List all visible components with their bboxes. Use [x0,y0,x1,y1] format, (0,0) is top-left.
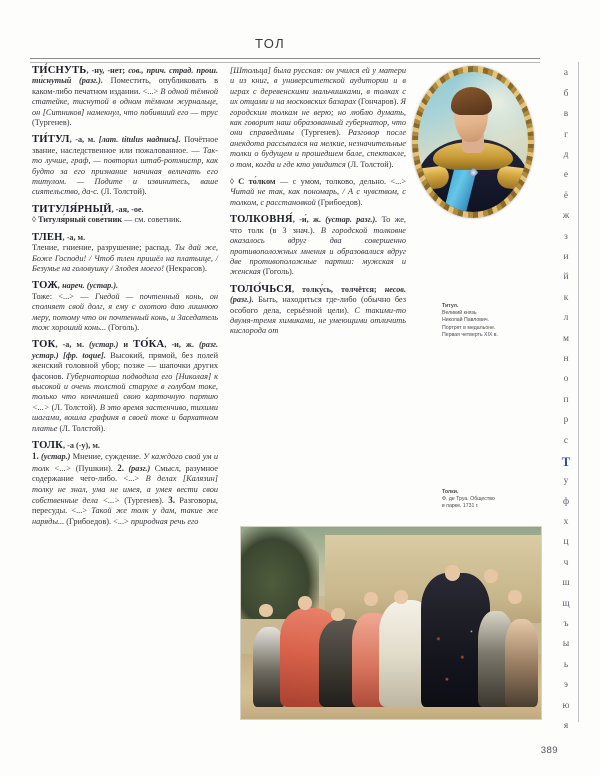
index-letter-к[interactable]: к [563,292,569,303]
painting-head [259,604,273,617]
portrait-caption [442,303,538,339]
caption-headword: Толки. [442,489,459,495]
headword: ТИ́ТУЛ [32,134,70,146]
grammar-note: , -а (-у), м. [63,441,100,450]
grammar-note: , -а, м. [62,232,86,242]
portrait-image [418,72,528,212]
citation: [Штольца] была русская: он учился ей у матери и из книг, в университетской аудитории и в играх с деревенскими мальчишками, в толках с их отцами и на московских базарах [230,66,406,107]
index-letter-ч[interactable]: ч [563,557,569,568]
index-letter-р[interactable]: р [563,415,569,426]
citation: У каждого свой ум и толк <...> [32,452,219,473]
caption-line: в парке. 1731 г. [442,503,479,510]
sense-number: 1. [32,451,39,462]
entry-tolochsya [230,285,406,337]
painting-figure [505,619,538,707]
index-letter-а[interactable]: а [563,68,569,79]
painting-illustration [240,526,542,720]
painting-caption [442,489,538,511]
sense-number: 3. [168,495,175,506]
usage-label: (устар.) [38,452,73,462]
citation-source: (Л. Толстой). [57,423,106,433]
idiom-definition: — см. советник. [122,215,182,225]
idiom: С то́лком [238,177,276,187]
citation: В городской толковне оказалось вдруг два совершенно противоположных мнения и образовалися вдруг две противоположные партии: мужская и женская [230,225,406,277]
index-letter-ё[interactable]: ё [563,190,569,201]
headword: ТИ́СНУТЬ [32,65,87,76]
index-letter-с[interactable]: с [563,435,569,446]
grammar-note: , -ая, -ое. [111,204,144,214]
entry-tozh [32,281,218,333]
citation-source: (Л. Толстой). [345,159,394,169]
index-letter-ю[interactable]: ю [562,700,570,711]
usage-label: несов. (разг.). [230,284,406,305]
index-letter-м[interactable]: м [563,333,569,344]
painting-head [331,608,345,621]
citation-source: (Гоголь). [260,267,294,277]
index-letter-х[interactable]: х [563,517,569,528]
index-letter-н[interactable]: н [563,353,569,364]
citation: В одной тёмной статейке, тиснутой в одном тёмном журнальце, он [Ситников] намекнул, что побивший его — трус [32,86,218,117]
index-divider-rule [578,62,579,722]
entry-tok [32,340,218,434]
headword: ТИТУЛЯ́РНЫЙ [32,203,112,215]
citation: Читай не так, как пономарь, / А с чувством, с толком, с расстановкой [230,187,406,207]
column-middle [230,66,406,337]
headword: ТОЛК [32,440,64,451]
index-letter-щ[interactable]: щ [562,598,570,609]
citation-source: (Тургенев). [119,496,164,506]
index-letter-ж[interactable]: ж [562,211,570,222]
citation-source: (Л. Толстой). [98,187,147,197]
index-letter-г[interactable]: г [564,129,568,140]
definition: Смысл, разумное содержание чего-либо. <...> [32,463,218,484]
entry-tolkovnya [230,215,406,277]
caption-line: Портрет в медальоне. [442,324,496,331]
running-head: ТОЛ [254,36,286,51]
caption-line: Великий князь [442,310,477,317]
caption-headword: Титул. [442,303,459,309]
grammar-note: , -и, ж. [164,340,199,350]
definition: Высокий, прямой, без полей женский головной убор; позже — шапочки других фасонов. [32,350,219,381]
definition: То же, что толк (в 3 знач.). [230,215,406,235]
index-letter-й[interactable]: й [563,272,569,283]
index-letter-э[interactable]: э [563,680,569,691]
column-left [32,66,218,527]
headword: ТОЛКОВНЯ́ [230,214,293,226]
citation: Разговор после анекдота рассыпался на мелкие, незначительные толки о будущем и прошедшем бале, спектакле, о том, когда и где кто увидится [230,128,407,169]
definition: Поместить, опубликовать в каком-либо печатном издании. <...> [32,76,219,96]
citation: Гнедой — почтенный конь, он сполняет свой долг, я ему с охотою даю лишнюю меру, потому что он почтенный конь, и Заседатель тож хороший конь... [32,291,219,332]
entry-tlen [32,233,218,275]
painting-head [364,592,378,605]
usage-label: (устар.) [89,340,119,350]
index-letter-ф[interactable]: ф [562,496,570,507]
citation: В это время застенчиво, тихими шагами, вошла графиня в своей токе и бархатном платье [32,402,219,433]
painting-head [298,596,312,609]
usage-label: (разг.) [124,463,155,473]
idiom-marker: ◊ [230,177,239,187]
citation-source: (Гончаров). [356,97,401,107]
portrait-hair [451,87,492,115]
citation: В делах [Калязин] толку не знал, ума не имея, а умея вести свои собственные дела <...> [32,474,218,506]
index-letter-б[interactable]: б [563,88,569,99]
definition: Мнение, суждение. [72,452,144,462]
citation-source: (Гоголь). [106,322,140,332]
definition: Быть, находиться где-либо (обычно без особого дела, серьёзной цели). [230,295,406,315]
entry-titul [32,135,218,197]
index-letter-и[interactable]: и [563,252,569,262]
header-rule [30,58,540,63]
index-letter-о[interactable]: о [563,374,569,385]
alphabet-index[interactable] [556,64,576,737]
painting-head [484,569,498,582]
index-letter-п[interactable]: п [563,394,569,405]
idiom: Титуля́рный сове́тник [37,215,123,225]
grammar-note: , толку́сь, толчётся; [291,284,385,294]
index-letter-ь[interactable]: ь [563,659,569,670]
citation: С такими-то двумя-тремя химиками, не умеющими отличить кислорода от [230,305,406,336]
headword-variant: ТО́КА [133,339,165,351]
headword: ТОЖ [32,280,58,292]
headword: ТЛЕН [32,231,63,243]
entry-titulyarnyj [32,205,218,226]
conjunction: и [118,340,134,350]
oval-gold-frame [412,66,534,218]
grammar-note: , -а, м. [55,340,90,350]
index-letter-я[interactable]: я [563,720,569,731]
citation: природная речь его [130,516,199,526]
definition: Тоже: <...> — [32,291,95,301]
citation-source: (Пушкин). [71,463,113,473]
etymology-note: [лат. titulus надпись]. [98,135,181,145]
citation: Ты дай же, Боже Господи! / Чтоб тлен пришёл на платьице, / Безумье на головушку / Злодея моего! [32,243,218,273]
citation-source: (Л. Толстой). [49,402,100,412]
index-letter-з[interactable]: з [564,231,568,242]
citation-source: (Тургенев). [32,118,72,128]
idiom-marker: ◊ [32,215,38,225]
page-number: 389 [540,745,558,756]
index-letter-в[interactable]: в [563,109,569,120]
citation: Такой же толк у дам, такие же наряды... [32,506,218,526]
grammar-note: , -ну, -нет; [86,66,129,75]
index-letter-ы[interactable]: ы [562,639,570,650]
portrait-illustration [412,66,534,218]
index-letter-ш[interactable]: ш [562,578,570,589]
headword: ТОЛО́ЧЬСЯ [230,283,292,295]
headword: ТОК [32,339,56,351]
definition: Почётное звание, наследственное или пожалованное. — [32,135,218,155]
index-letter-е[interactable]: е [563,170,569,181]
index-letter-л[interactable]: л [563,313,569,324]
index-letter-т[interactable]: Т [561,454,571,470]
caption-line: Первая четверть XIX в. [442,331,498,338]
painting-head [508,590,522,603]
caption-line: Николай Павлович. [442,317,490,324]
definition: Тление, гниение, разрушение; распад. [32,243,175,253]
citation-source: (Грибоедов). <...> [64,516,131,526]
index-letter-д[interactable]: д [563,150,569,161]
entry-tolk [32,441,218,527]
entry-tolk-continuation [230,66,406,170]
citation: Так-то лучше, граф, — повторил штаб-ротмистр, как будто за его признание начиная величать его титулом. — Подите и извинитесь, ваше сиятельство, да-с. [32,145,218,197]
painting-head [445,565,460,580]
usage-label: (устар. разг.). [325,215,378,225]
painting-head [394,590,408,603]
grammar-note-italic: , нареч. (устар.). [57,281,119,291]
definition: Разговоры, пересуды. <...> [32,496,219,516]
citation-source: (Некрасов). [163,263,207,273]
citation-source: (Грибоедов). [315,197,363,207]
index-letter-ъ[interactable]: ъ [563,619,569,630]
index-letter-ц[interactable]: ц [563,537,569,548]
entry-idiom-s-tolkom [230,177,406,208]
caption-line: Ф. де Труа. Общество [442,496,495,503]
sense-number: 2. [117,462,125,473]
etymology-note: (разг. устар.) [фр. toque]. [32,340,219,360]
grammar-note-italic: сов., прич. страд. прош. ти́снутый (разг.). [32,66,219,86]
idiom-definition: — с умом, толково, дельно. <...> [275,177,407,187]
citation: Губернаторша подводила его [Николая] к высокой и очень толстой старухе в голубом токе, только что кончившей свою карточную партию <...> [32,371,219,412]
citation: Я городским толкам не верю; но люблю думать, как говорит наш образованный губернатор, что они справедливы [230,97,406,138]
citation-source: (Тургенев). [294,128,348,138]
grammar-note: , -и́, ж. [292,215,326,225]
grammar-note: , -а, м. [69,135,99,145]
index-letter-у[interactable]: у [563,476,569,487]
entry-tisnut [32,66,218,128]
